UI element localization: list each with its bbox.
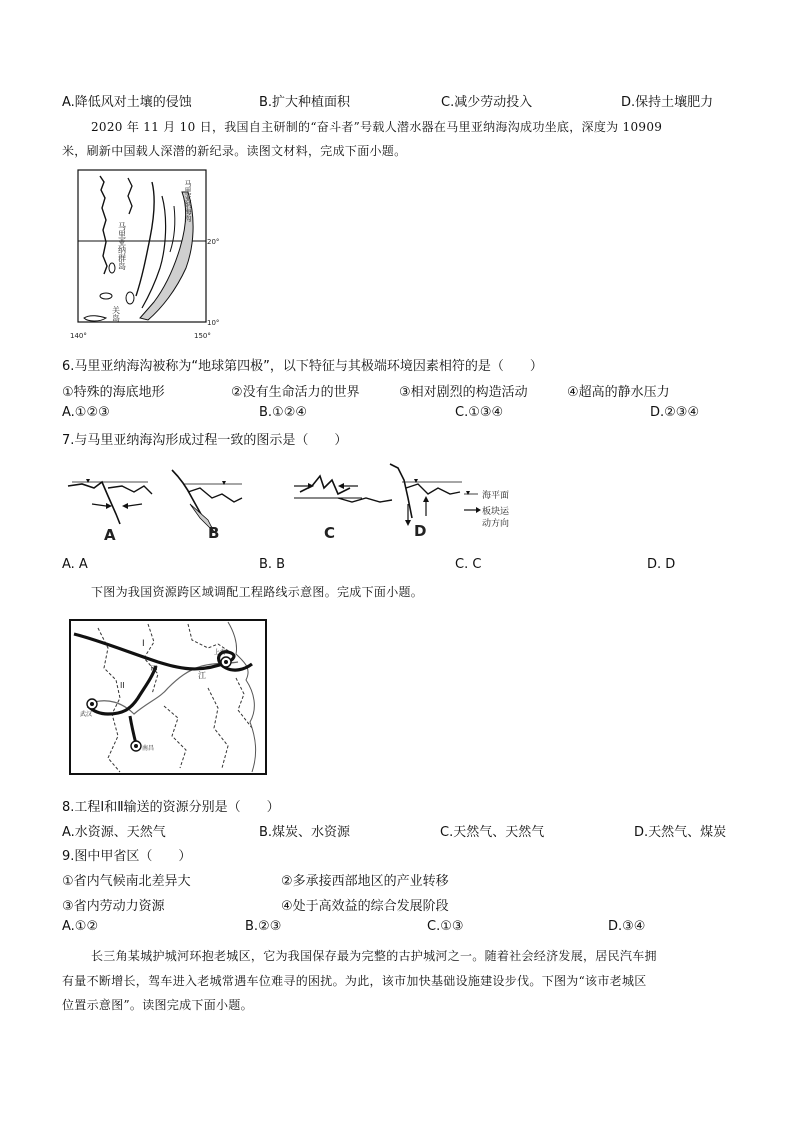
q6-statement-3: ③相对剧烈的构造活动 xyxy=(399,385,528,400)
q9-option-d: D.③④ xyxy=(608,919,646,934)
guam-island xyxy=(126,292,134,304)
trench-inner-line xyxy=(170,206,175,252)
q6-option-a: A.①②③ xyxy=(62,405,110,420)
legend-plate-1: 板块运 xyxy=(482,507,510,517)
q7-diagrams xyxy=(62,458,552,542)
mariana-map xyxy=(70,168,220,343)
diagram-a-label: A xyxy=(104,526,116,542)
intro3-line2: 有量不断增长，驾车进入老城常遇车位难寻的困扰。为此，该市加快基础设施建设步伐。下图为“该市老城区 xyxy=(62,974,647,988)
q9-option-a: A.①② xyxy=(62,919,99,934)
q7-option-a: A. A xyxy=(62,557,88,572)
q5-option-d: D.保持土壤肥力 xyxy=(621,95,714,110)
q9-statement-3: ③省内劳动力资源 xyxy=(62,899,165,914)
label-lat-10: 10° xyxy=(207,319,220,327)
q9-option-b: B.②③ xyxy=(245,919,282,934)
legend-plate-2: 动方向 xyxy=(482,519,510,529)
diagram-c-label: C xyxy=(324,524,336,542)
diagram-d-label: D xyxy=(414,522,427,540)
q7-stem: 7.与马里亚纳海沟形成过程一致的图示是（ ） xyxy=(62,433,348,448)
q6-stem: 6.马里亚纳海沟被称为“地球第四极”，以下特征与其极端环境因素相符的是（ ） xyxy=(62,359,543,374)
q8-option-d: D.天然气、煤炭 xyxy=(634,825,727,840)
q8-stem: 8.工程Ⅰ和Ⅱ输送的资源分别是（ ） xyxy=(62,800,280,815)
q8-option-a: A.水资源、天然气 xyxy=(62,825,166,840)
q5-option-c: C.减少劳动投入 xyxy=(441,95,533,110)
q6-statement-2: ②没有生命活力的世界 xyxy=(231,385,360,400)
q7-legend xyxy=(464,489,510,529)
label-nanchang: 南昌 xyxy=(142,745,155,752)
q6-statement-4: ④超高的静水压力 xyxy=(567,385,670,400)
resource-transfer-map xyxy=(68,618,270,778)
island-arc-west xyxy=(100,176,107,274)
q6-option-b: B.①②④ xyxy=(259,405,308,420)
islet-3 xyxy=(84,316,106,321)
intro1-line2: 米，刷新中国载人深潜的新纪录。读图文材料，完成下面小题。 xyxy=(62,144,407,158)
intro1-line1: 2020 年 11 月 10 日，我国自主研制的“奋斗者”号载人潜水器在马里亚纳海沟成功坐底，深度为 10909 xyxy=(91,120,663,134)
q7-option-d: D. D xyxy=(647,557,676,572)
intro3-line3: 位置示意图”。读图完成下面小题。 xyxy=(62,998,253,1012)
q6-statement-1: ①特殊的海底地形 xyxy=(62,385,165,400)
label-islands: 马里亚纳群岛 xyxy=(117,222,127,270)
q6-option-c: C.①③④ xyxy=(455,405,504,420)
q5-option-a: A.降低风对土壤的侵蚀 xyxy=(62,95,192,110)
q9-statement-1: ①省内气候南北差异大 xyxy=(62,874,191,889)
label-lon-140: 140° xyxy=(70,332,87,340)
intro2: 下图为我国资源跨区域调配工程路线示意图。完成下面小题。 xyxy=(91,585,424,599)
island-chain xyxy=(136,182,154,296)
label-project-I: I xyxy=(142,639,145,649)
label-guam: 关岛 xyxy=(111,306,121,322)
label-wuhan: 武汉 xyxy=(80,711,93,718)
diagram-d xyxy=(390,464,462,540)
label-trench-1: 马里亚纳海沟 xyxy=(184,180,192,222)
island-arc-mid xyxy=(128,178,132,214)
diagram-b-label: B xyxy=(208,524,220,542)
islet-2 xyxy=(100,293,112,299)
q6-option-d: D.②③④ xyxy=(650,405,700,420)
label-lon-150: 150° xyxy=(194,332,211,340)
label-shanghai: 上海 xyxy=(214,649,227,656)
diagram-a xyxy=(68,479,152,542)
q5-option-b: B.扩大种植面积 xyxy=(259,95,351,110)
label-lat-20: 20° xyxy=(207,238,220,246)
diagram-c xyxy=(294,476,392,542)
q9-option-c: C.①③ xyxy=(427,919,464,934)
legend-sea-level: 海平面 xyxy=(482,491,510,501)
label-jiang: 江 xyxy=(198,671,206,680)
q7-option-b: B. B xyxy=(259,557,286,572)
label-project-II: II xyxy=(120,681,125,690)
label-jia: 甲 xyxy=(150,665,158,674)
q9-statement-4: ④处于高效益的综合发展阶段 xyxy=(281,899,449,914)
q9-statement-2: ②多承接西部地区的产业转移 xyxy=(281,874,449,889)
q9-stem: 9.图中甲省区（ ） xyxy=(62,849,192,864)
q7-option-c: C. C xyxy=(455,557,482,572)
intro3-line1: 长三角某城护城河环抱老城区，它为我国保存最为完整的古护城河之一。随着社会经济发展，居民汽车拥 xyxy=(91,949,657,963)
islet-1 xyxy=(109,263,115,273)
diagram-b xyxy=(172,470,242,542)
q8-option-b: B.煤炭、水资源 xyxy=(259,825,351,840)
q8-option-c: C.天然气、天然气 xyxy=(440,825,545,840)
